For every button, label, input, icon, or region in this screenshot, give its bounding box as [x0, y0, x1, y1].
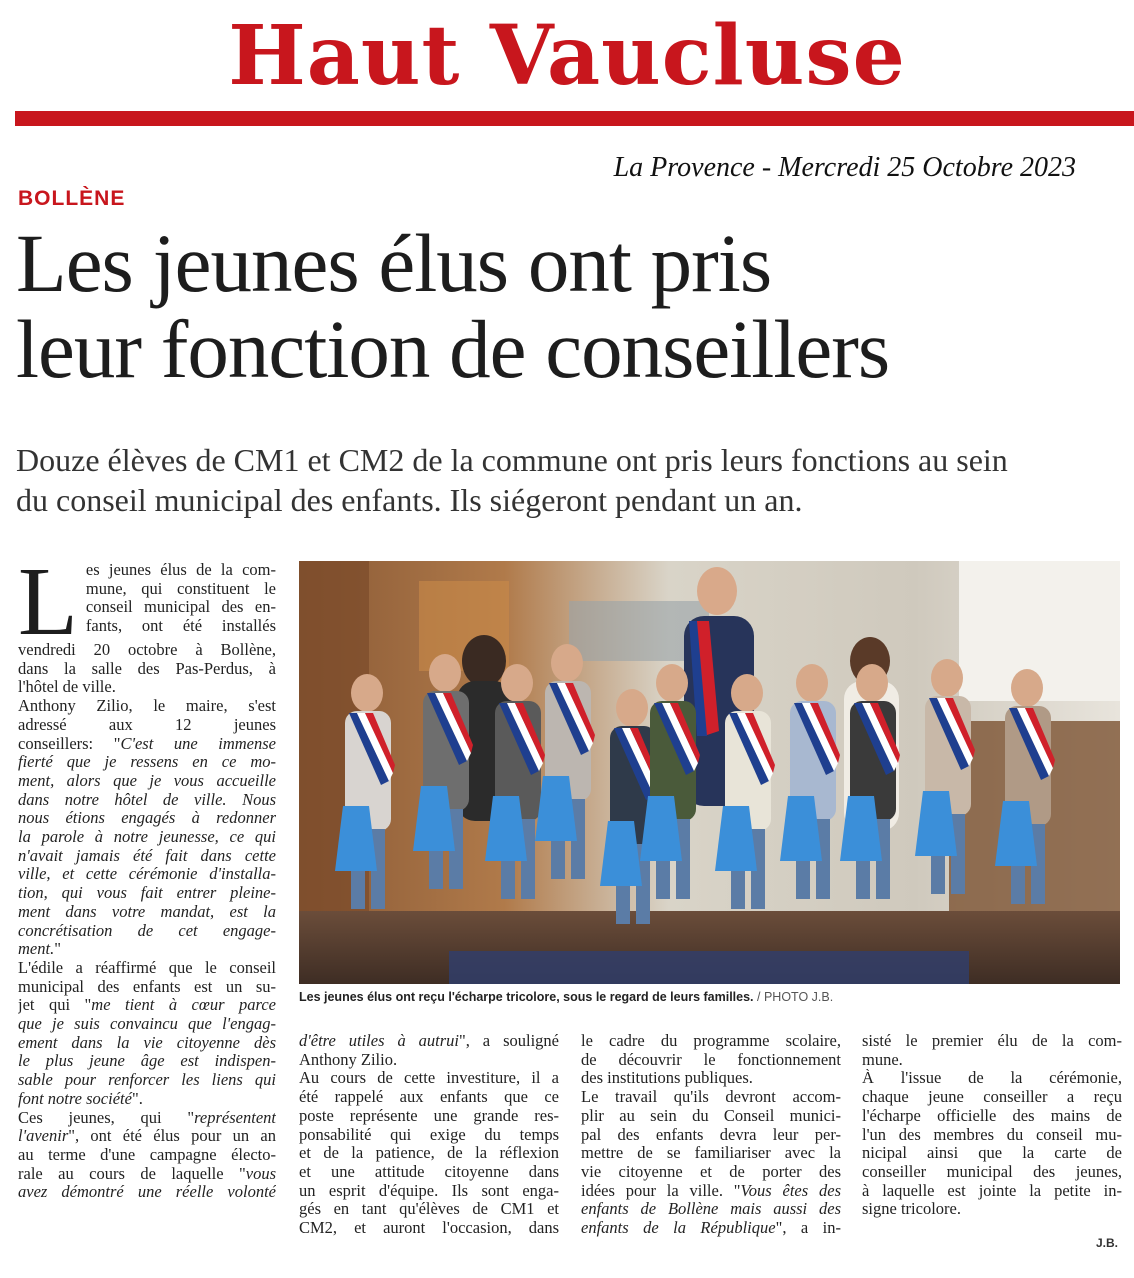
child-head — [796, 664, 828, 702]
text-line: d'être utiles à autrui", a souligné — [299, 1032, 559, 1050]
child-head — [429, 654, 461, 692]
child-head — [731, 674, 763, 712]
text-line: l'un des membres du conseil mu- — [862, 1125, 1122, 1144]
text-line: n'avait jamais été fait dans cette — [18, 846, 276, 865]
section-rubric: BOLLÈNE — [18, 187, 126, 210]
text-line: mune. — [862, 1050, 903, 1069]
text-line: ponsabilité qui exige du temps — [299, 1125, 559, 1144]
text-line: ment, alors que je vous accueille — [18, 771, 276, 790]
text-line: Anthony Zilio, le maire, s'est — [18, 697, 276, 716]
child-head — [551, 644, 583, 682]
text-line: conseiller municipal des jeunes, — [862, 1162, 1122, 1181]
text-line: es jeunes élus de la com- — [85, 561, 276, 579]
text-line: rale au cours de laquelle "vous — [18, 1164, 276, 1183]
text-line: le cadre du programme scolaire, — [581, 1032, 841, 1050]
text-line: que je suis convaincu que l'engag- — [18, 1015, 276, 1034]
child-head — [501, 664, 533, 702]
text-line: ment." — [18, 940, 61, 959]
text-line: sisté le premier élu de la com- — [862, 1032, 1122, 1050]
text-line: conseil municipal des en- — [85, 598, 276, 617]
masthead-rule — [15, 111, 1134, 126]
text-line: conseillers: "C'est une immense — [18, 734, 276, 753]
headline — [16, 217, 1126, 395]
text-line: des institutions publiques. — [581, 1069, 753, 1088]
text-line: Ces jeunes, qui "représentent — [18, 1108, 276, 1127]
text-line: L'édile a réaffirmé que le conseil — [18, 958, 276, 977]
text-line: le plus jeune âge est indispen- — [18, 1052, 276, 1071]
author-signature: J.B. — [1095, 1236, 1118, 1250]
masthead-title: Haut Vaucluse — [228, 8, 906, 104]
article-column-4 — [862, 1032, 1122, 1219]
text-line: de découvrir le fonctionnement — [581, 1050, 841, 1069]
standfirst-line-1: Douze élèves de CM1 et CM2 de la commune ont pris leurs fonctions au sein — [16, 442, 1008, 478]
child-head — [656, 664, 688, 702]
headline-line-1: Les jeunes élus ont pris — [16, 217, 772, 309]
text-line: mettre de se familiariser avec la — [581, 1144, 841, 1163]
drop-cap: L — [18, 548, 78, 656]
text-line: à laquelle est jointe la petite in- — [862, 1181, 1122, 1200]
text-line: Anthony Zilio. — [299, 1050, 398, 1069]
text-line: un esprit d'équipe. Ils sont enga- — [299, 1181, 559, 1200]
text-line: vie citoyenne et de porter des — [581, 1162, 841, 1181]
text-line: fants, ont été installés — [85, 617, 276, 636]
text-line: gés en tant qu'élèves de CM1 et — [299, 1200, 559, 1219]
text-line: dans la salle des Pas-Perdus, à — [18, 659, 276, 678]
text-line: tion, qui vous fait entrer pleine- — [18, 884, 276, 903]
text-line: l'écharpe officielle des mains de — [862, 1106, 1122, 1125]
ceremony-photo — [299, 561, 1120, 984]
text-line: plir au sein du Conseil munici- — [581, 1106, 841, 1125]
text-line: enfants de la République", a in- — [581, 1219, 841, 1238]
text-line: au terme d'une campagne électo- — [18, 1145, 276, 1164]
photo-caption — [299, 990, 1120, 1004]
text-line: vendredi 20 octobre à Bollène, — [18, 641, 276, 659]
article-column-3 — [581, 1032, 841, 1238]
child-head — [1011, 669, 1043, 707]
text-line: idées pour la ville. "Vous êtes des — [581, 1181, 841, 1200]
photo-credit: / PHOTO J.B. — [757, 990, 834, 1004]
text-line: Au cours de cette investiture, il a — [299, 1069, 559, 1088]
text-line: pal des enfants devra leur per- — [581, 1125, 841, 1144]
text-line: ement dans la vie citoyenne dès — [18, 1033, 276, 1052]
text-line: chaque jeune conseiller a reçu — [862, 1088, 1122, 1107]
text-line: l'hôtel de ville. — [18, 678, 116, 697]
text-line: la parole à notre jeunesse, ce qui — [18, 828, 276, 847]
child-head — [856, 664, 888, 702]
text-line: mune, qui constituent le — [85, 579, 276, 598]
standfirst — [16, 440, 1106, 520]
article-column-2 — [299, 1032, 559, 1238]
child-head — [616, 689, 648, 727]
text-line: ment dans votre mandat, est la — [18, 902, 276, 921]
text-line: avez démontré une réelle volonté — [18, 1183, 276, 1202]
text-line: l'avenir", ont été élus pour un an — [18, 1127, 276, 1146]
child-head — [931, 659, 963, 697]
text-line: fierté que je ressens en ce mo- — [18, 753, 276, 772]
child-head — [351, 674, 383, 712]
publication-date: La Provence - Mercredi 25 Octobre 2023 — [613, 152, 1076, 183]
text-line: et une attitude citoyenne dans — [299, 1162, 559, 1181]
article-column-1 — [18, 548, 276, 1202]
text-line: nous étions engagés à redonner — [18, 809, 276, 828]
text-line: adressé aux 12 jeunes — [18, 715, 276, 734]
text-line: ville, et cette cérémonie d'installa- — [18, 865, 276, 884]
text-line: nicipal ainsi que la carte de — [862, 1144, 1122, 1163]
text-line: Le travail qu'ils devront accom- — [581, 1088, 841, 1107]
text-line: été rappelé aux enfants que ce — [299, 1088, 559, 1107]
text-line: et de la patience, de la réflexion — [299, 1144, 559, 1163]
text-line: À l'issue de la cérémonie, — [862, 1069, 1122, 1088]
text-line: signe tricolore. — [862, 1200, 961, 1219]
text-line: poste représente une grande res- — [299, 1106, 559, 1125]
text-line: font notre société". — [18, 1089, 143, 1108]
standfirst-line-2: du conseil municipal des enfants. Ils siégeront pendant un an. — [16, 482, 803, 518]
text-line: enfants de Bollène mais aussi des — [581, 1200, 841, 1219]
text-line: concrétisation de cet engage- — [18, 921, 276, 940]
text-line: CM2, et auront l'occasion, dans — [299, 1219, 559, 1238]
text-line: jet qui "me tient à cœur parce — [18, 996, 276, 1015]
text-line: dans notre hôtel de ville. Nous — [18, 790, 276, 809]
caption-text: Les jeunes élus ont reçu l'écharpe tricolore, sous le regard de leurs familles. — [299, 990, 754, 1004]
text-line: municipal des enfants est un su- — [18, 977, 276, 996]
headline-line-2: leur fonction de conseillers — [16, 303, 890, 395]
text-line: sable pour renforcer les liens qui — [18, 1071, 276, 1090]
